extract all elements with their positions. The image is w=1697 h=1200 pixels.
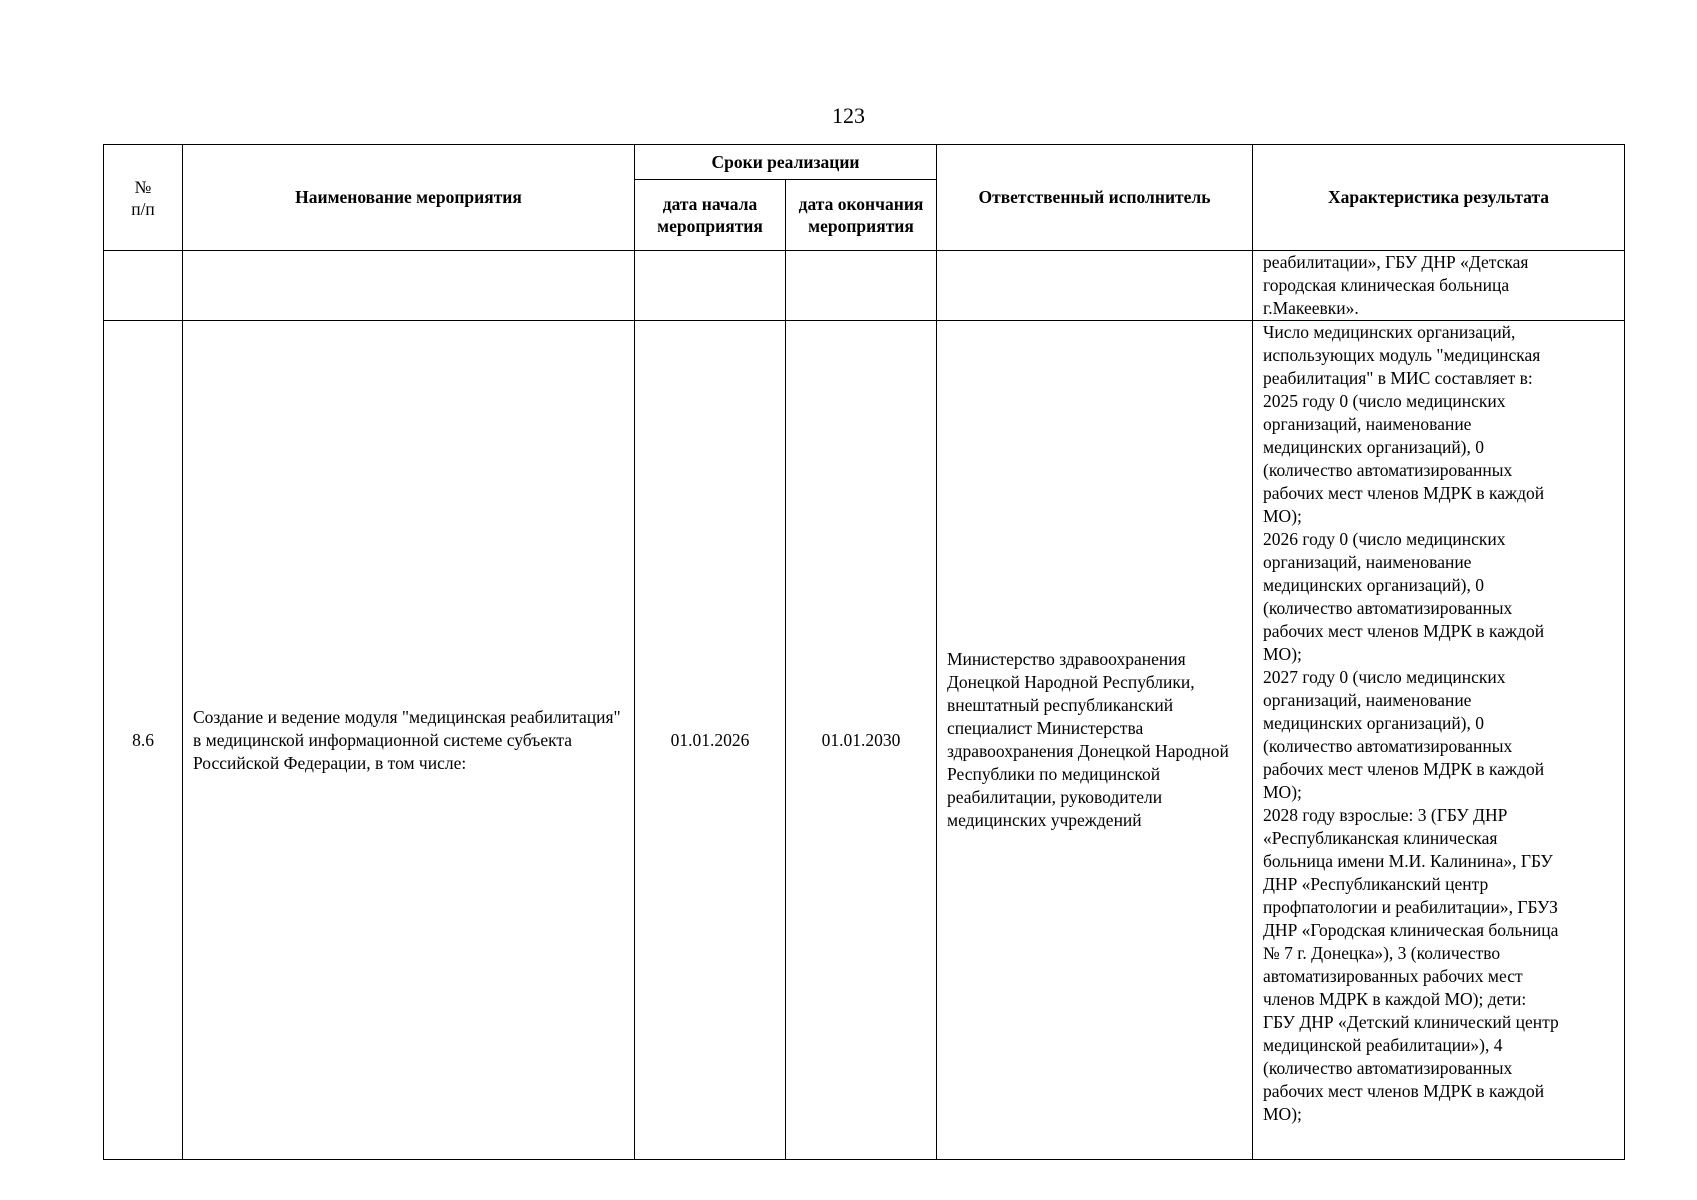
result-line: медицинских организаций), 0: [1263, 575, 1485, 595]
header-name: Наименование мероприятия: [183, 145, 635, 251]
cell-end-date: 01.01.2030: [786, 321, 937, 1160]
measures-table: [103, 144, 1625, 1160]
result-line: (количество автоматизированных: [1263, 460, 1513, 480]
result-line: рабочих мест членов МДРК в каждой: [1263, 621, 1545, 641]
result-line: 2028 году взрослые: 3 (ГБУ ДНР: [1263, 805, 1508, 825]
cell-empty: [104, 251, 183, 321]
result-line: «Республиканская клиническая: [1263, 828, 1498, 848]
header-end-date: дата окончания мероприятия: [786, 180, 937, 251]
result-line: г.Макеевки».: [1263, 298, 1359, 318]
cell-result-continuation: [1253, 251, 1625, 321]
result-line: ДНР «Городская клиническая больница: [1263, 920, 1559, 940]
result-line: ГБУ ДНР «Детский клинический центр: [1263, 1012, 1559, 1032]
result-line: рабочих мест членов МДРК в каждой: [1263, 759, 1545, 779]
header-num-line1: №: [134, 176, 152, 197]
cell-empty: [635, 251, 786, 321]
result-line: членов МДРК в каждой МО); дети:: [1263, 989, 1527, 1009]
result-line: использующих модуль "медицинская: [1263, 345, 1541, 365]
result-line: медицинской реабилитации»), 4: [1263, 1035, 1503, 1055]
header-num-line2: п/п: [131, 198, 155, 219]
result-line: ДНР «Республиканский центр: [1263, 874, 1489, 894]
result-line: 2027 году 0 (число медицинских: [1263, 667, 1506, 687]
header-period: Сроки реализации: [635, 145, 937, 180]
cell-result: [1253, 321, 1625, 1160]
result-line: городская клиническая больница: [1263, 275, 1510, 295]
result-line: профпатологии и реабилитации», ГБУЗ: [1263, 897, 1558, 917]
result-line: № 7 г. Донецка»), 3 (количество: [1263, 943, 1501, 963]
header-result: Характеристика результата: [1253, 145, 1625, 251]
result-line: рабочих мест членов МДРК в каждой: [1263, 483, 1545, 503]
result-line: МО);: [1263, 1104, 1302, 1124]
result-line: (количество автоматизированных: [1263, 1058, 1513, 1078]
result-line: организаций, наименование: [1263, 414, 1472, 434]
header-executor: Ответственный исполнитель: [937, 145, 1253, 251]
result-line: больница имени М.И. Калинина», ГБУ: [1263, 851, 1553, 871]
result-line: автоматизированных рабочих мест: [1263, 966, 1523, 986]
table-row-continuation: [104, 251, 1625, 321]
result-line: медицинских организаций), 0: [1263, 437, 1485, 457]
result-line: организаций, наименование: [1263, 690, 1472, 710]
result-line: медицинских организаций), 0: [1263, 713, 1485, 733]
page-number: 123: [832, 103, 865, 128]
result-line: 2025 году 0 (число медицинских: [1263, 391, 1506, 411]
result-line: рабочих мест членов МДРК в каждой: [1263, 1081, 1545, 1101]
cell-empty: [786, 251, 937, 321]
table-row: [104, 321, 1625, 1160]
result-line: (количество автоматизированных: [1263, 736, 1513, 756]
result-line: МО);: [1263, 644, 1302, 664]
header-start-date: дата начала мероприятия: [635, 180, 786, 251]
result-line: (количество автоматизированных: [1263, 598, 1513, 618]
cell-empty: [183, 251, 635, 321]
result-line: реабилитации», ГБУ ДНР «Детская: [1263, 252, 1529, 272]
cell-measure-name: Создание и ведение модуля "медицинская реабилитация" в медицинской информационной системе субъекта Российской Федерации, в том числе:: [183, 321, 635, 1160]
result-line: Число медицинских организаций,: [1263, 322, 1516, 342]
result-line: реабилитация" в МИС составляет в:: [1263, 368, 1533, 388]
cell-executor: Министерство здравоохранения Донецкой Народной Республики, внештатный республиканский специалист Министерства здравоохранения Донецкой Народной Республики по медицинской реабилитации, руководители медицинских учреждений: [937, 321, 1253, 1160]
result-line: 2026 году 0 (число медицинских: [1263, 529, 1506, 549]
header-num: [104, 145, 183, 251]
cell-empty: [937, 251, 1253, 321]
cell-start-date: 01.01.2026: [635, 321, 786, 1160]
cell-num: 8.6: [104, 321, 183, 1160]
result-line: организаций, наименование: [1263, 552, 1472, 572]
result-line: МО);: [1263, 506, 1302, 526]
result-line: МО);: [1263, 782, 1302, 802]
